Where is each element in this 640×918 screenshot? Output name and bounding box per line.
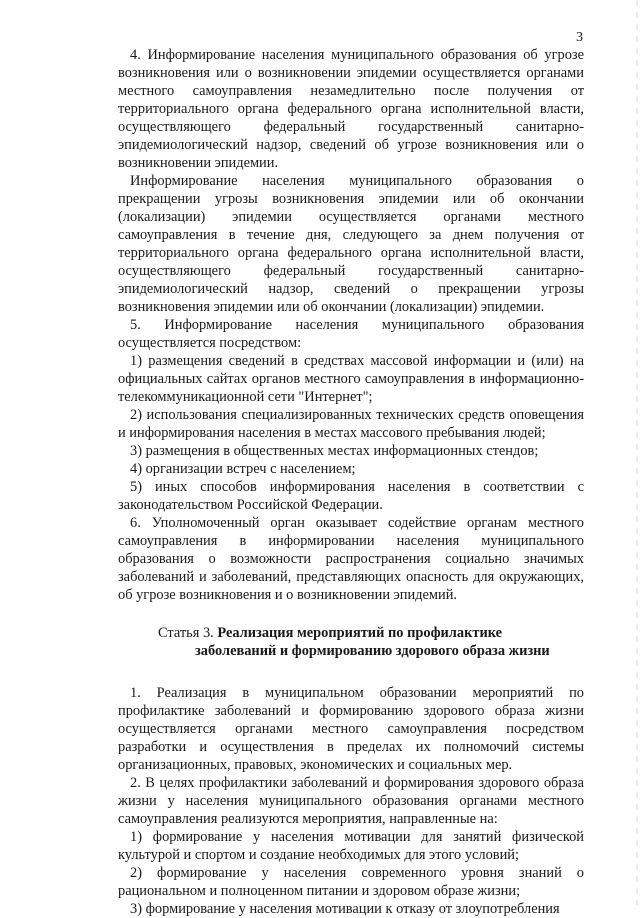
scan-edge	[636, 0, 638, 905]
article-number: Статья 3.	[158, 625, 214, 641]
article-title-line1: Реализация мероприятий по профилактике	[217, 625, 503, 641]
list-item: 1) размещения сведений в средствах массовой информации и (или) на официальных сайтах органов местного самоуправления в информационно-телекоммуникационной сети "Интернет";	[118, 353, 584, 405]
paragraph: 2. В целях профилактики заболеваний и формирования здорового образа жизни у населения муниципального образования органами местного самоуправления реализуются мероприятия, направленные на:	[118, 775, 584, 827]
paragraph: 4. Информирование населения муниципального образования об угрозе возникновения или о возникновении эпидемии осуществляется органами местного самоуправления незамедлительно после получения от территориального органа федерального органа исполнительной власти, осуществляющего федеральный государственный санитарно-эпидемиологический надзор, сведений об угрозе возникновения или о возникновении эпидемии.	[118, 47, 584, 171]
list-item: 1) формирование у населения мотивации для занятий физической культурой и спортом и создание необходимых для этого условий;	[118, 829, 584, 863]
list-item: 5) иных способов информирования населения в соответствии с законодательством Российской Федерации.	[118, 479, 584, 513]
page-number: 3	[576, 30, 583, 45]
list-item: 3) формирование у населения мотивации к отказу от злоупотребления	[130, 901, 560, 917]
paragraph: 5. Информирование населения муниципального образования осуществляется посредством:	[118, 317, 584, 351]
paragraph: Информирование населения муниципального образования о прекращении угрозы возникновения эпидемии или об окончании (локализации) эпидемии осуществляется органами местного самоуправления в течение дня, следующего за днем получения от территориального органа федерального органа исполнительной власти, осуществляющего федеральный государственный санитарно-эпидемиологический надзор, сведений о прекращении угрозы возникновения эпидемии или об окончании (локализации) эпидемии.	[118, 173, 584, 315]
document-body	[118, 46, 584, 918]
list-item: 2) формирование у населения современного уровня знаний о рациональном и полноценном питании и здоровом образе жизни;	[118, 865, 584, 899]
paragraph: 1. Реализация в муниципальном образовании мероприятий по профилактике заболеваний и формированию здорового образа жизни осуществляется органами местного самоуправления посредством разработки и осуществления в пределах их полномочий системы организационных, правовых, экономических и социальных мер.	[118, 685, 584, 773]
list-item: 2) использования специализированных технических средств оповещения и информирования населения в местах массового пребывания людей;	[118, 407, 584, 441]
list-item: 3) размещения в общественных местах информационных стендов;	[130, 443, 539, 459]
list-item: 4) организации встреч с населением;	[130, 461, 356, 477]
article-heading	[118, 624, 584, 660]
article-title-line2: заболеваний и формированию здорового образа жизни	[195, 643, 550, 659]
paragraph: 6. Уполномоченный орган оказывает содействие органам местного самоуправления в информировании населения муниципального образования о возможности распространения социально значимых заболеваний и заболеваний, представляющих опасность для окружающих, об угрозе возникновения и о возникновении эпидемий.	[118, 515, 584, 603]
